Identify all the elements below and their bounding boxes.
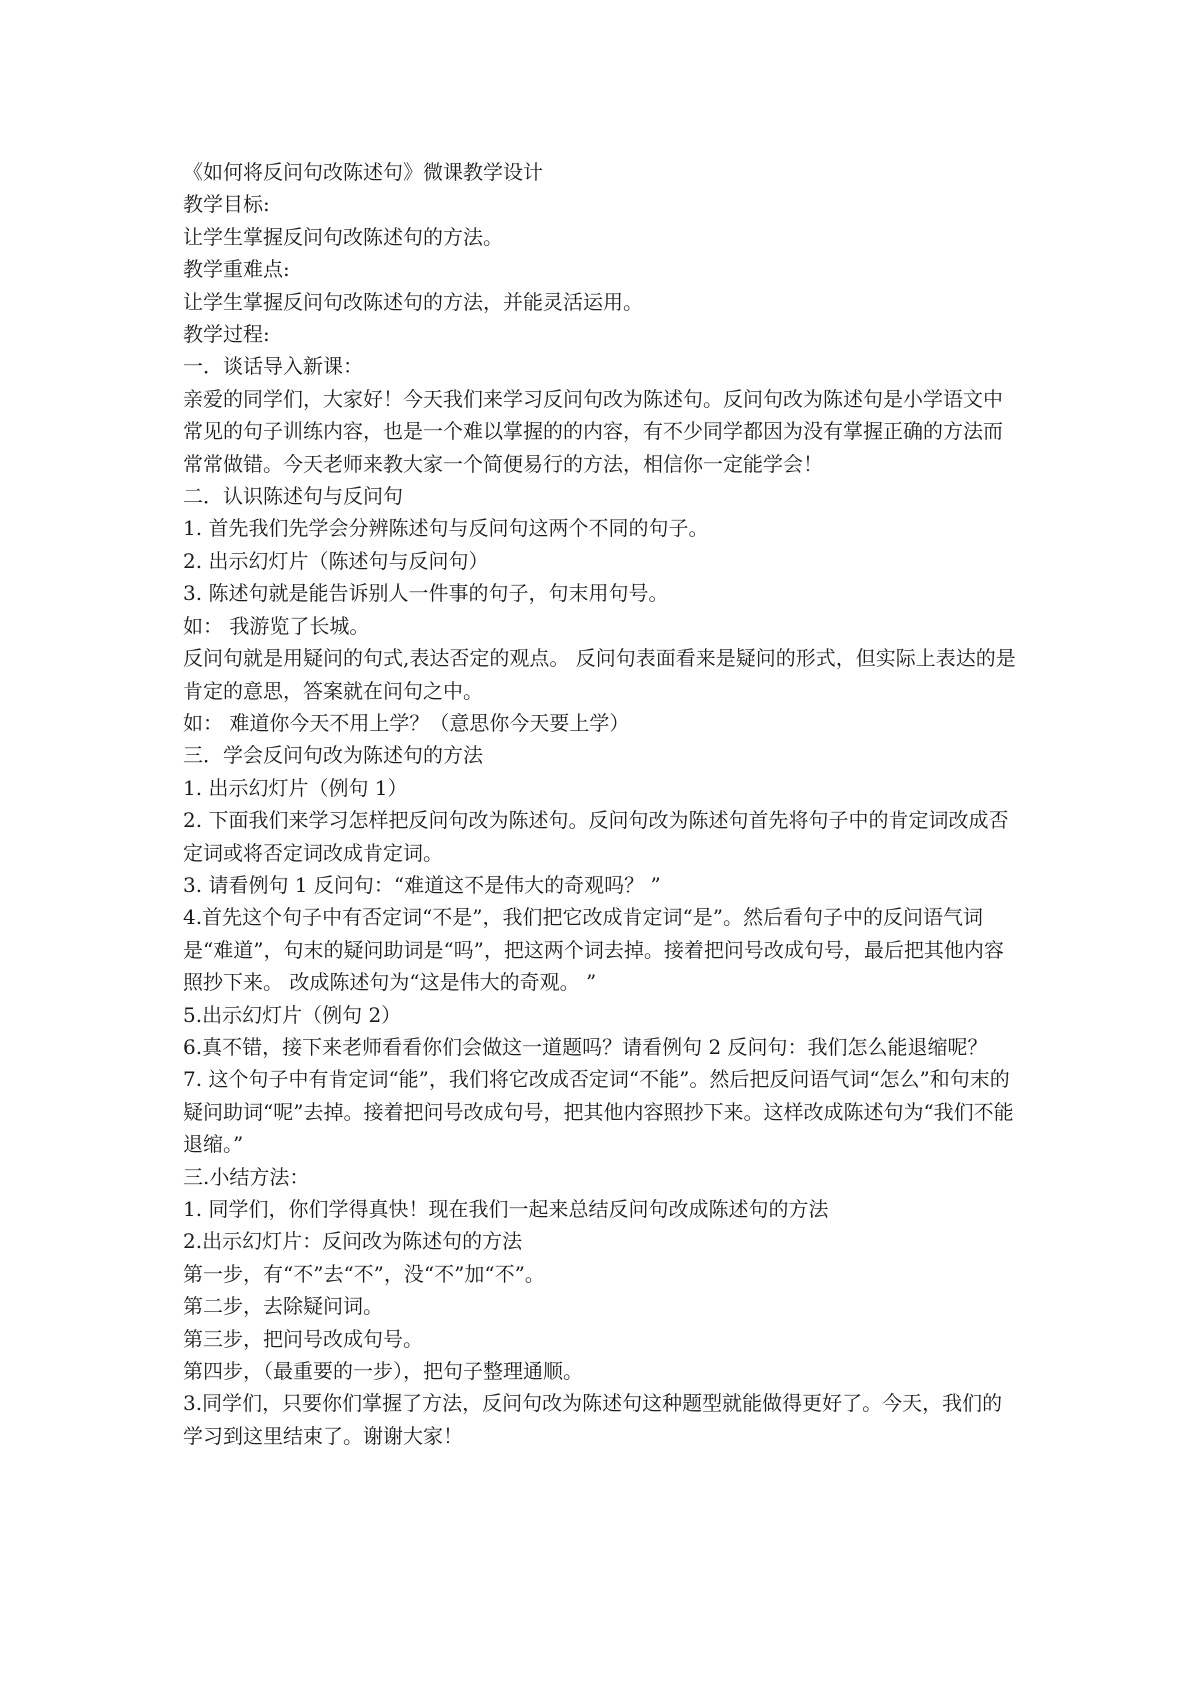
section-three-item-2: 2. 下面我们来学习怎样把反问句改为陈述句。反问句改为陈述句首先将句子中的肯定词改成否定词或将否定词改成肯定词。 [183,808,1009,865]
line-key-points-heading: 教学重难点: [183,257,290,282]
section-one-heading: 一．谈话导入新课： [183,354,363,379]
section-three-item-5: 5.出示幻灯片（例句 2） [183,1002,402,1027]
document-body [183,156,1016,1452]
line-objectives-heading: 教学目标: [183,192,270,217]
line-objectives-text: 让学生掌握反问句改陈述句的方法。 [183,224,503,249]
section-two-item-2: 2. 出示幻灯片（陈述句与反问句） [183,548,489,573]
section-three-item-4: 4.首先这个句子中有否定词“不是”，我们把它改成肯定词“是”。然后看句子中的反问语气词是“难道”，句末的疑问助词是“吗”，把这两个词去掉。接着把问号改成句号，最后把其他内容照抄下来。 改成陈述句为“这是伟大的奇观。 ” [183,905,1004,995]
section-three-item-1: 1. 出示幻灯片（例句 1） [183,775,408,800]
section-two-heading: 二．认识陈述句与反问句 [183,484,403,509]
summary-step-2: 第二步，去除疑问词。 [183,1294,383,1319]
section-two-example-1: 如： 我游览了长城。 [183,613,370,638]
summary-item-1: 1. 同学们，你们学得真快！现在我们一起来总结反问句改成陈述句的方法 [183,1197,829,1221]
section-two-paragraph: 反问句就是用疑问的句式,表达否定的观点。 反问句表面看来是疑问的形式，但实际上表达的是肯定的意思，答案就在问句之中。 [183,646,1016,703]
line-process-heading: 教学过程: [183,322,270,347]
summary-item-2: 2.出示幻灯片：反问改为陈述句的方法 [183,1229,523,1254]
summary-step-3: 第三步，把问号改成句号。 [183,1326,423,1351]
document-title: 《如何将反问句改陈述句》微课教学设计 [183,160,543,184]
section-three-heading: 三．学会反问句改为陈述句的方法 [183,743,483,768]
section-three-item-6: 6.真不错，接下来老师看看你们会做这一道题吗？请看例句 2 反问句：我们怎么能退缩呢？ [183,1034,988,1059]
summary-step-4: 第四步，（最重要的一步），把句子整理通顺。 [183,1359,583,1384]
section-three-item-7: 7. 这个句子中有肯定词“能”，我们将它改成否定词“不能”。然后把反问语气词“怎么”和句末的疑问助词“呢”去掉。接着把问号改成句号，把其他内容照抄下来。这样改成陈述句为“我们不能退缩。” [183,1067,1014,1157]
summary-item-3: 3.同学们，只要你们掌握了方法，反问句改为陈述句这种题型就能做得更好了。今天，我们的学习到这里结束了。谢谢大家！ [183,1391,1003,1448]
section-one-paragraph: 亲爱的同学们，大家好！今天我们来学习反问句改为陈述句。反问句改为陈述句是小学语文中常见的句子训练内容，也是一个难以掌握的的内容，有不少同学都因为没有掌握正确的方法而常常做错。今天老师来教大家一个简便易行的方法，相信你一定能学会！ [183,386,1003,476]
section-three-item-3: 3. 请看例句 1 反问句：“难道这不是伟大的奇观吗？ ” [183,872,661,897]
line-key-points-text: 让学生掌握反问句改陈述句的方法，并能灵活运用。 [183,289,643,314]
summary-heading: 三.小结方法： [183,1164,310,1189]
section-two-item-3: 3. 陈述句就是能告诉别人一件事的句子，句末用句号。 [183,581,669,606]
section-two-example-2: 如： 难道你今天不用上学？（意思你今天要上学） [183,710,630,735]
section-two-item-1: 1. 首先我们先学会分辨陈述句与反问句这两个不同的句子。 [183,516,709,541]
summary-step-1: 第一步，有“不”去“不”，没“不”加“不”。 [183,1261,545,1286]
